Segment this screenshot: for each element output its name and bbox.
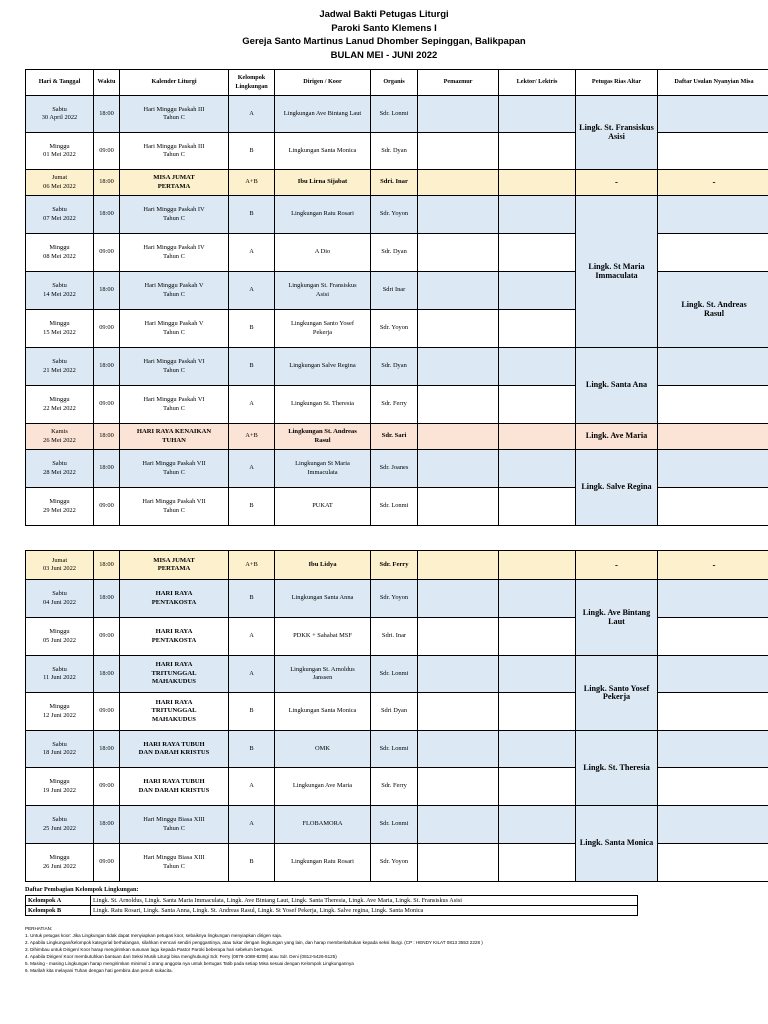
col-header-organist: Organis xyxy=(371,70,418,96)
organist-cell: Sdr. Yoyon xyxy=(371,196,418,234)
time-cell: 09:00 xyxy=(94,386,120,424)
songs-cell xyxy=(658,768,768,806)
lector-cell xyxy=(499,386,576,424)
group-a-label: Kelompok A xyxy=(26,896,91,906)
date-cell: Jumat 06 Mei 2022 xyxy=(26,170,94,196)
time-cell: 18:00 xyxy=(94,806,120,844)
date-cell: Minggu 22 Mei 2022 xyxy=(26,386,94,424)
psalmist-cell xyxy=(418,551,499,580)
schedule-row xyxy=(26,272,768,310)
liturgy-cell: HARI RAYA TRITUNGGAL MAHAKUDUS xyxy=(120,656,229,693)
psalmist-cell xyxy=(418,656,499,693)
schedule-row xyxy=(26,768,768,806)
time-cell: 18:00 xyxy=(94,580,120,618)
choir-cell: Lingkungan St. Theresia xyxy=(275,386,371,424)
organist-cell: Sdr. Dyan xyxy=(371,234,418,272)
col-header-choir: Dirigen / Koor xyxy=(275,70,371,96)
title-line-1: Jadwal Bakti Petugas Liturgi xyxy=(319,9,449,20)
lector-cell xyxy=(499,488,576,526)
psalmist-cell xyxy=(418,96,499,133)
date-cell: Minggu 05 Juni 2022 xyxy=(26,618,94,656)
date-cell: Sabtu 21 Mei 2022 xyxy=(26,348,94,386)
liturgy-cell: HARI RAYA PENTAKOSTA xyxy=(120,618,229,656)
choir-cell: Lingkungan Ratu Rosari xyxy=(275,844,371,882)
liturgy-cell: HARI RAYA TRITUNGGAL MAHAKUDUS xyxy=(120,693,229,731)
psalmist-cell xyxy=(418,618,499,656)
group-cell: A xyxy=(229,234,275,272)
songs-cell xyxy=(658,656,768,693)
lector-cell xyxy=(499,450,576,488)
date-cell: Minggu 01 Mei 2022 xyxy=(26,133,94,170)
note-item: 2. Apabila Lingkungan/kelompok kategorial berhalangan, silahkan mencari sendiri penggantinya, atau tukar dengan lingkungan yang lain, dan harap memberitahukan kepada seksi liturgi. (CP : HENDY KILAT 0813 3553 2228 ) xyxy=(25,940,483,945)
date-cell: Minggu 26 Juni 2022 xyxy=(26,844,94,882)
altar-cell: Lingk. St Maria Immaculata xyxy=(576,196,658,348)
altar-cell: Lingk. Ave Bintang Laut xyxy=(576,580,658,656)
note-item: 5. Masing - masing Lingkungan harap mengirimkan minimal 1 orang anggota nya untuk bertugas Tatib pada setiap Misa sesuai dengan Kelompok Lingkungannya xyxy=(25,961,354,966)
schedule-row xyxy=(26,731,768,768)
organist-cell: Sdr. Joanes xyxy=(371,450,418,488)
liturgy-cell: Hari Minggu Paskah VI Tahun C xyxy=(120,386,229,424)
organist-cell: Sdr. Lonmi xyxy=(371,488,418,526)
songs-cell xyxy=(658,424,768,450)
table-header-row xyxy=(26,70,768,96)
date-cell: Sabtu 11 Juni 2022 xyxy=(26,656,94,693)
lector-cell xyxy=(499,844,576,882)
date-cell: Minggu 12 Juni 2022 xyxy=(26,693,94,731)
choir-cell: Ibu Lidya xyxy=(275,551,371,580)
schedule-row xyxy=(26,170,768,196)
col-header-altar: Petugas Rias Altar xyxy=(576,70,658,96)
lector-cell xyxy=(499,551,576,580)
psalmist-cell xyxy=(418,348,499,386)
choir-cell: Lingkungan St. Andreas Rasul xyxy=(275,424,371,450)
songs-cell xyxy=(658,693,768,731)
liturgy-cell: Hari Minggu Paskah VII Tahun C xyxy=(120,488,229,526)
schedule-row xyxy=(26,96,768,133)
col-header-lector: Lektor/ Lektris xyxy=(499,70,576,96)
organist-cell: Sdri Dyan xyxy=(371,693,418,731)
schedule-row xyxy=(26,844,768,882)
group-cell: A xyxy=(229,806,275,844)
time-cell: 09:00 xyxy=(94,488,120,526)
psalmist-cell xyxy=(418,580,499,618)
group-a-list: Lingk. St. Arnoldus, Lingk. Santa Maria Immaculata, Lingk. Ave Bintang Laut, Lingk. Santa Theresia, Lingk. Ave Maria, Lingk. St. Fransiskus Asisi xyxy=(91,896,638,906)
organist-cell: Sdr. Ferry xyxy=(371,768,418,806)
time-cell: 09:00 xyxy=(94,844,120,882)
notes-title: PERHATIAN: xyxy=(25,926,53,931)
songs-cell xyxy=(658,806,768,844)
title-line-4: BULAN MEI - JUNI 2022 xyxy=(330,49,438,61)
liturgy-cell: Hari Minggu Paskah VI Tahun C xyxy=(120,348,229,386)
organist-cell: Sdri. Inar xyxy=(371,170,418,196)
songs-cell xyxy=(658,96,768,133)
note-item: 3. Dihimbau untuk Dirigen/ Koor harap mengirimkan susunan lagu kepada Pastor Paroki beberapa hari sebelum bertugas. xyxy=(25,947,274,952)
lector-cell xyxy=(499,348,576,386)
group-cell: A xyxy=(229,272,275,310)
songs-cell xyxy=(658,386,768,424)
schedule-row xyxy=(26,618,768,656)
liturgy-cell: Hari Minggu Biasa XIII Tahun C xyxy=(120,844,229,882)
lector-cell xyxy=(499,693,576,731)
time-cell: 09:00 xyxy=(94,768,120,806)
songs-cell xyxy=(658,196,768,234)
document-header xyxy=(0,8,768,62)
altar-cell: Lingk. Santo Yosef Pekerja xyxy=(576,656,658,731)
title-line-3: Gereja Santo Martinus Lanud Dhomber Sepinggan, Balikpapan xyxy=(242,36,526,47)
choir-cell: A Dio xyxy=(275,234,371,272)
schedule-row xyxy=(26,488,768,526)
lector-cell xyxy=(499,272,576,310)
date-cell: Sabtu 18 Juni 2022 xyxy=(26,731,94,768)
choir-cell: Lingkungan St. Arnoldus Janssen xyxy=(275,656,371,693)
date-cell: Sabtu 04 Juni 2022 xyxy=(26,580,94,618)
organist-cell: Sdr. Dyan xyxy=(371,133,418,170)
group-cell: B xyxy=(229,844,275,882)
songs-cell xyxy=(658,580,768,618)
date-cell: Minggu 19 Juni 2022 xyxy=(26,768,94,806)
group-cell: B xyxy=(229,731,275,768)
choir-cell: FLOBAMORA xyxy=(275,806,371,844)
organist-cell: Sdr. Lonmi xyxy=(371,96,418,133)
lector-cell xyxy=(499,656,576,693)
organist-cell: Sdr. Lonmi xyxy=(371,656,418,693)
schedule-row xyxy=(26,551,768,580)
date-cell: Sabtu 14 Mei 2022 xyxy=(26,272,94,310)
date-cell: Minggu 15 Mei 2022 xyxy=(26,310,94,348)
liturgy-cell: Hari Minggu Paskah IV Tahun C xyxy=(120,234,229,272)
lector-cell xyxy=(499,768,576,806)
group-b-label: Kelompok B xyxy=(26,906,91,916)
liturgy-cell: HARI RAYA TUBUH DAN DARAH KRISTUS xyxy=(120,768,229,806)
choir-cell: Lingkungan Santa Anna xyxy=(275,580,371,618)
lector-cell xyxy=(499,310,576,348)
col-header-date: Hari & Tanggal xyxy=(26,70,94,96)
time-cell: 18:00 xyxy=(94,96,120,133)
altar-cell: Lingk. St. Andreas Rasul xyxy=(658,272,768,348)
schedule-row xyxy=(26,693,768,731)
psalmist-cell xyxy=(418,450,499,488)
altar-cell: - xyxy=(576,170,658,196)
schedule-row xyxy=(26,424,768,450)
choir-cell: Lingkungan St Maria Immaculata xyxy=(275,450,371,488)
group-cell: B xyxy=(229,196,275,234)
lector-cell xyxy=(499,170,576,196)
organist-cell: Sdri Inar xyxy=(371,272,418,310)
lector-cell xyxy=(499,196,576,234)
altar-cell: Lingk. Salve Regina xyxy=(576,450,658,526)
choir-cell: Lingkungan Salve Regina xyxy=(275,348,371,386)
date-cell: Sabtu 30 April 2022 xyxy=(26,96,94,133)
psalmist-cell xyxy=(418,310,499,348)
choir-cell: Lingkungan Ratu Rosari xyxy=(275,196,371,234)
songs-cell xyxy=(658,234,768,272)
organist-cell: Sdr. Lonmi xyxy=(371,806,418,844)
date-cell: Sabtu 07 Mei 2022 xyxy=(26,196,94,234)
note-item: 1. Untuk petugas koor: Jika Lingkungan tidak dapat menyiapkan petugas koor, sebaiknya lingkungan menyiapkan dirigen saja. xyxy=(25,933,282,938)
col-header-group: Kelompok Lingkungan xyxy=(229,70,275,96)
schedule-row xyxy=(26,580,768,618)
schedule-row xyxy=(26,234,768,272)
songs-cell: - xyxy=(658,170,768,196)
schedule-row xyxy=(26,386,768,424)
choir-cell: Lingkungan Santo Yosef Pekerja xyxy=(275,310,371,348)
time-cell: 09:00 xyxy=(94,133,120,170)
psalmist-cell xyxy=(418,424,499,450)
organist-cell: Sdr. Yoyon xyxy=(371,310,418,348)
group-table xyxy=(25,895,638,916)
songs-cell xyxy=(658,618,768,656)
col-header-songs: Daftar Usulan Nyanyian Misa xyxy=(658,70,768,96)
lector-cell xyxy=(499,234,576,272)
time-cell: 18:00 xyxy=(94,551,120,580)
organist-cell: Sdr. Sari xyxy=(371,424,418,450)
lector-cell xyxy=(499,424,576,450)
choir-cell: Lingkungan Santa Monica xyxy=(275,693,371,731)
time-cell: 18:00 xyxy=(94,450,120,488)
organist-cell: Sdr. Yoyon xyxy=(371,580,418,618)
notes-section xyxy=(25,925,483,974)
time-cell: 18:00 xyxy=(94,731,120,768)
group-division xyxy=(25,886,638,916)
group-cell: A xyxy=(229,96,275,133)
liturgy-cell: Hari Minggu Paskah V Tahun C xyxy=(120,310,229,348)
songs-cell xyxy=(658,488,768,526)
schedule-row xyxy=(26,450,768,488)
songs-cell xyxy=(658,844,768,882)
group-cell: A xyxy=(229,618,275,656)
psalmist-cell xyxy=(418,768,499,806)
schedule-row xyxy=(26,348,768,386)
organist-cell: Sdr. Dyan xyxy=(371,348,418,386)
organist-cell: Sdr. Ferry xyxy=(371,551,418,580)
songs-cell xyxy=(658,348,768,386)
organist-cell: Sdr. Ferry xyxy=(371,386,418,424)
date-cell: Sabtu 28 Mei 2022 xyxy=(26,450,94,488)
title-line-2: Paroki Santo Klemens I xyxy=(331,22,437,34)
organist-cell: Sdri. Inar xyxy=(371,618,418,656)
time-cell: 18:00 xyxy=(94,170,120,196)
altar-cell: Lingk. Santa Ana xyxy=(576,348,658,424)
group-cell: B xyxy=(229,580,275,618)
liturgy-cell: MISA JUMAT PERTAMA xyxy=(120,170,229,196)
lector-cell xyxy=(499,96,576,133)
psalmist-cell xyxy=(418,806,499,844)
group-cell: B xyxy=(229,348,275,386)
liturgy-cell: HARI RAYA TUBUH DAN DARAH KRISTUS xyxy=(120,731,229,768)
group-cell: A xyxy=(229,656,275,693)
group-row-b xyxy=(26,906,638,916)
altar-cell: Lingk. St. Theresia xyxy=(576,731,658,806)
time-cell: 18:00 xyxy=(94,348,120,386)
liturgy-cell: Hari Minggu Paskah V Tahun C xyxy=(120,272,229,310)
psalmist-cell xyxy=(418,731,499,768)
col-header-liturgy: Kalender Liturgi xyxy=(120,70,229,96)
choir-cell: OMK xyxy=(275,731,371,768)
date-cell: Minggu 08 Mei 2022 xyxy=(26,234,94,272)
altar-cell: Lingk. St. Fransiskus Asisi xyxy=(576,96,658,170)
col-header-time: Waktu xyxy=(94,70,120,96)
organist-cell: Sdr. Lonmi xyxy=(371,731,418,768)
choir-cell: Lingkungan Santa Monica xyxy=(275,133,371,170)
group-cell: A xyxy=(229,450,275,488)
liturgy-cell: HARI RAYA KENAIKAN TUHAN xyxy=(120,424,229,450)
altar-cell: - xyxy=(576,551,658,580)
group-cell: B xyxy=(229,693,275,731)
time-cell: 18:00 xyxy=(94,424,120,450)
col-header-psalmist: Pemazmur xyxy=(418,70,499,96)
liturgy-cell: Hari Minggu Paskah III Tahun C xyxy=(120,96,229,133)
lector-cell xyxy=(499,731,576,768)
psalmist-cell xyxy=(418,488,499,526)
choir-cell: Lingkungan St. Fransiskus Asisi xyxy=(275,272,371,310)
songs-cell: - xyxy=(658,551,768,580)
choir-cell: PDKK + Sahabat MSF xyxy=(275,618,371,656)
songs-cell xyxy=(658,731,768,768)
time-cell: 18:00 xyxy=(94,656,120,693)
group-cell: B xyxy=(229,488,275,526)
group-cell: B xyxy=(229,133,275,170)
group-division-title: Daftar Pembagian Kelompok Lingkungan: xyxy=(25,886,139,893)
group-b-list: Lingk. Ratu Rosari, Lingk. Santa Anna, Lingk. St. Andreas Rasul, Lingk. St Yosef Pekerja, Lingk. Salve regina, Lingk. Santa Monica xyxy=(91,906,638,916)
altar-cell: Lingk. Santa Monica xyxy=(576,806,658,882)
note-item: 4. Apabila Dirigen/ Koor membutuhkan bantuan dari Seksi Musik Liturgi bisa menghubungi Sdr. Ferry (0878-1088-8208) atau Sdr. Deni (0812-5426-5125) xyxy=(25,954,337,959)
group-cell: B xyxy=(229,310,275,348)
psalmist-cell xyxy=(418,170,499,196)
schedule-row xyxy=(26,806,768,844)
time-cell: 09:00 xyxy=(94,310,120,348)
liturgy-cell: Hari Minggu Paskah IV Tahun C xyxy=(120,196,229,234)
choir-cell: Lingkungan Ave Bintang Laut xyxy=(275,96,371,133)
psalmist-cell xyxy=(418,133,499,170)
liturgy-cell: Hari Minggu Biasa XIII Tahun C xyxy=(120,806,229,844)
psalmist-cell xyxy=(418,693,499,731)
choir-cell: Lingkungan Ave Maria xyxy=(275,768,371,806)
psalmist-cell xyxy=(418,196,499,234)
psalmist-cell xyxy=(418,844,499,882)
liturgy-cell: Hari Minggu Paskah III Tahun C xyxy=(120,133,229,170)
liturgy-cell: MISA JUMAT PERTAMA xyxy=(120,551,229,580)
group-cell: A+B xyxy=(229,170,275,196)
lector-cell xyxy=(499,580,576,618)
group-row-a xyxy=(26,896,638,906)
choir-cell: Ibu Lirna Sijabat xyxy=(275,170,371,196)
time-cell: 09:00 xyxy=(94,234,120,272)
schedule-row xyxy=(26,196,768,234)
note-item: 6. Marilah kita melayani Tuhan dengan hati gembira dan penuh sukacita. xyxy=(25,968,173,973)
lector-cell xyxy=(499,806,576,844)
june-schedule-table xyxy=(25,550,768,882)
time-cell: 09:00 xyxy=(94,693,120,731)
schedule-row xyxy=(26,656,768,693)
group-cell: A xyxy=(229,386,275,424)
schedule-row xyxy=(26,133,768,170)
songs-cell xyxy=(658,133,768,170)
date-cell: Jumat 03 Juni 2022 xyxy=(26,551,94,580)
liturgy-cell: Hari Minggu Paskah VII Tahun C xyxy=(120,450,229,488)
psalmist-cell xyxy=(418,272,499,310)
lector-cell xyxy=(499,133,576,170)
liturgy-cell: HARI RAYA PENTAKOSTA xyxy=(120,580,229,618)
group-cell: A xyxy=(229,768,275,806)
songs-cell xyxy=(658,450,768,488)
group-cell: A+B xyxy=(229,551,275,580)
time-cell: 18:00 xyxy=(94,196,120,234)
group-cell: A+B xyxy=(229,424,275,450)
may-schedule-table xyxy=(25,69,768,526)
psalmist-cell xyxy=(418,386,499,424)
lector-cell xyxy=(499,618,576,656)
choir-cell: PUKAT xyxy=(275,488,371,526)
organist-cell: Sdr. Yoyon xyxy=(371,844,418,882)
date-cell: Minggu 29 Mei 2022 xyxy=(26,488,94,526)
date-cell: Kamis 26 Mei 2022 xyxy=(26,424,94,450)
time-cell: 18:00 xyxy=(94,272,120,310)
psalmist-cell xyxy=(418,234,499,272)
date-cell: Sabtu 25 Juni 2022 xyxy=(26,806,94,844)
time-cell: 09:00 xyxy=(94,618,120,656)
altar-cell: Lingk. Ave Maria xyxy=(576,424,658,450)
